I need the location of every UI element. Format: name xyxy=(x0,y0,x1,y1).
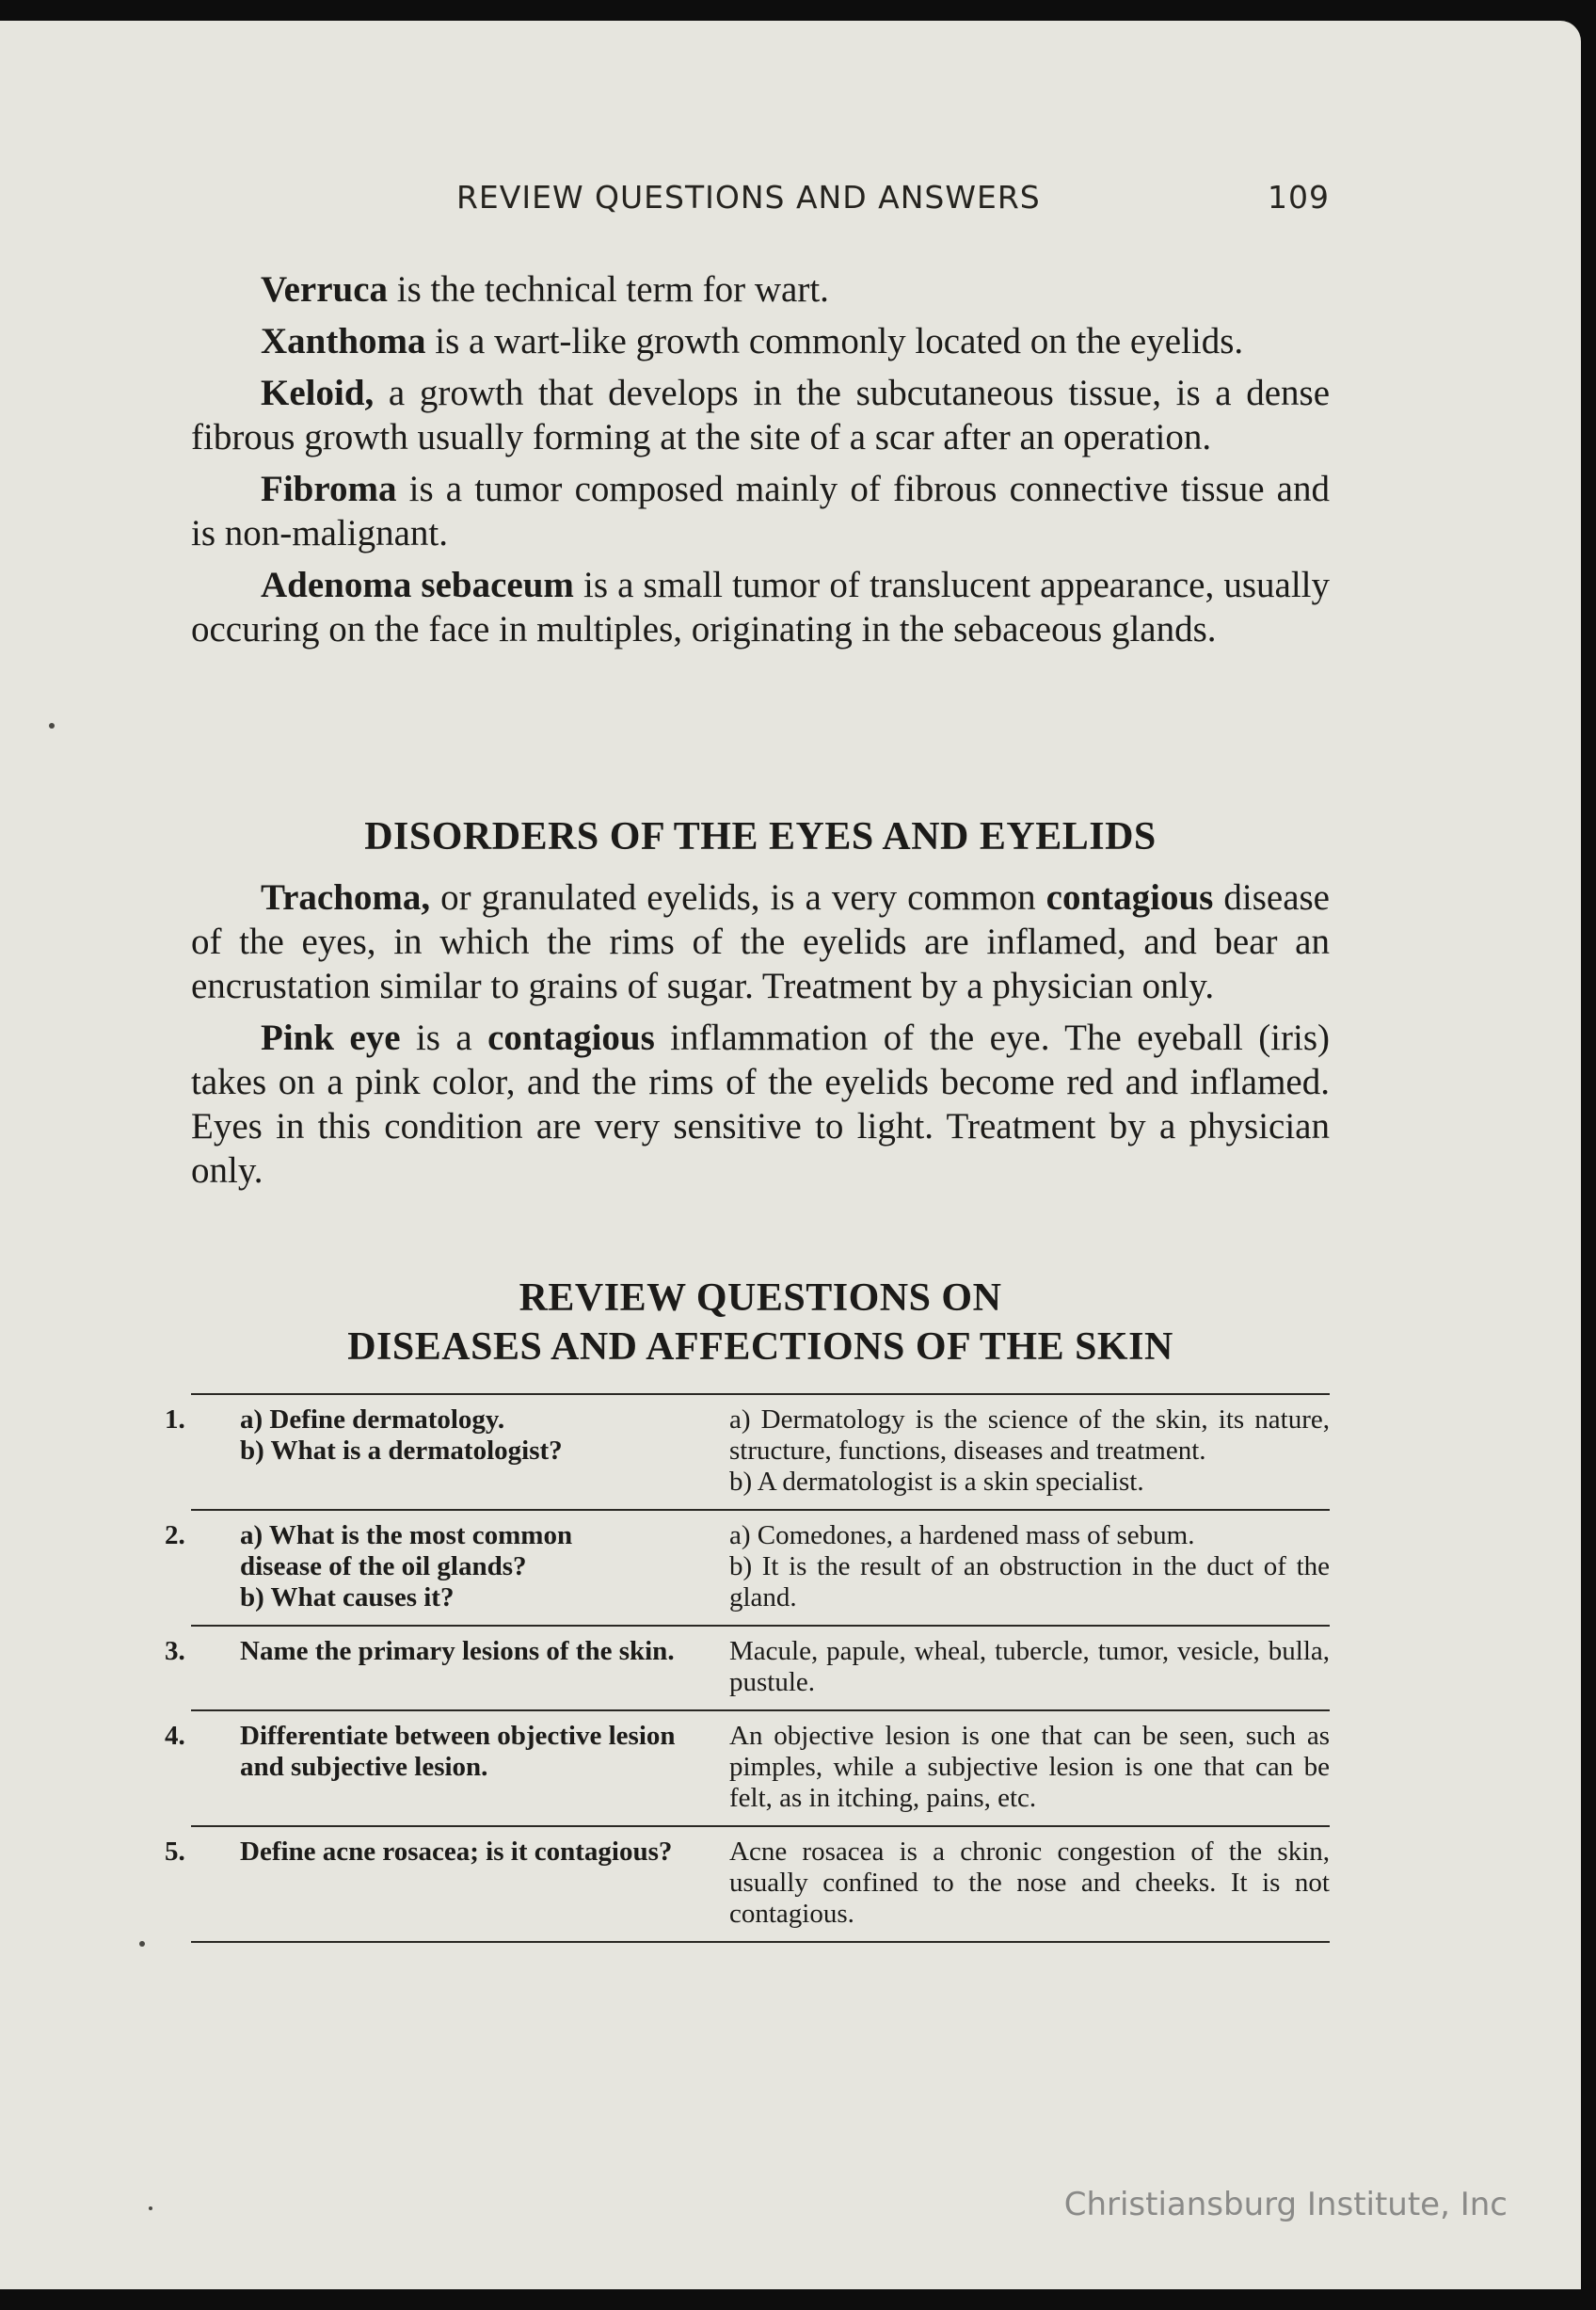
answer-cell xyxy=(729,1510,1330,1626)
term: Fibroma xyxy=(261,469,397,509)
question-text: a) What is the most common xyxy=(240,1520,573,1550)
definition-text: is a small tumor of translucent appearance, usually occuring on the face in multiples, originating in the sebaceous glands. xyxy=(191,565,1330,650)
question-text: Name the primary lesions of the skin. xyxy=(240,1636,675,1666)
definition-text: is the technical term for wart. xyxy=(388,269,829,310)
term: Keloid, xyxy=(261,373,375,413)
running-head xyxy=(191,179,1330,226)
table-row xyxy=(191,1626,1330,1710)
definition-text: is a tumor composed mainly of fibrous connective tissue and is non-malignant. xyxy=(191,469,1330,553)
question-cell xyxy=(165,1394,729,1510)
answer-text: b) It is the result of an obstruction in the duct of the gland. xyxy=(729,1551,1330,1612)
question-text: a) Define dermatology. xyxy=(240,1404,505,1435)
answer-text: a) Dermatology is the science of the skin, its nature, structure, functions, diseases and treatment. xyxy=(729,1404,1330,1466)
watermark: Christiansburg Institute, Inc xyxy=(1063,2186,1508,2223)
answer-cell xyxy=(729,1394,1330,1510)
table-row xyxy=(191,1826,1330,1942)
definition-verruca xyxy=(191,267,1330,312)
term: Verruca xyxy=(261,269,389,310)
paper-speck xyxy=(149,2206,152,2210)
question-text: disease of the oil glands? xyxy=(240,1551,527,1581)
definition-fibroma xyxy=(191,467,1330,555)
term: Adenoma sebaceum xyxy=(261,565,574,605)
table-row xyxy=(191,1394,1330,1510)
table-row xyxy=(191,1510,1330,1626)
review-heading-line1: REVIEW QUESTIONS ON xyxy=(519,1276,1002,1320)
bold-word: contagious xyxy=(487,1018,655,1058)
paragraph-text: or granulated eyelids, is a very common xyxy=(430,877,1046,918)
question-number: 3. xyxy=(165,1636,185,1666)
pink-eye-paragraph xyxy=(191,1016,1330,1193)
question-number: 5. xyxy=(165,1837,185,1867)
answer-text: b) A dermatologist is a skin specialist. xyxy=(729,1467,1144,1497)
question-cell xyxy=(165,1826,729,1942)
paper-speck xyxy=(49,723,55,729)
running-head-title: REVIEW QUESTIONS AND ANSWERS xyxy=(456,179,1041,216)
answer-text: a) Comedones, a hardened mass of sebum. xyxy=(729,1520,1195,1550)
question-number: 2. xyxy=(165,1520,185,1550)
answer-text: An objective lesion is one that can be seen, such as pimples, while a subjective lesion is one that can be felt, as in itching, pains, etc. xyxy=(729,1721,1330,1813)
table-row xyxy=(191,1710,1330,1826)
definition-xanthoma xyxy=(191,319,1330,363)
question-cell xyxy=(165,1710,729,1826)
section-heading: DISORDERS OF THE EYES AND EYELIDS xyxy=(364,815,1157,858)
page-number: 109 xyxy=(1268,179,1330,216)
question-cell xyxy=(165,1626,729,1710)
answer-cell xyxy=(729,1710,1330,1826)
definitions-block xyxy=(191,267,1330,659)
question-text: Define acne rosacea; is it contagious? xyxy=(240,1837,673,1867)
review-questions-table xyxy=(165,1393,1330,1943)
paragraph-text: inflammation of the eye. The eyeball (iris) takes on a pink color, and the rims of the eyelids become red and inflamed. Eyes in this condition are very sensitive to light. Treatment by a physician only. xyxy=(191,1018,1330,1191)
question-text: Differentiate between objective lesion and subjective lesion. xyxy=(240,1721,676,1782)
question-number: 1. xyxy=(165,1404,185,1435)
definition-adenoma xyxy=(191,563,1330,651)
review-heading xyxy=(191,1275,1330,1371)
term: Trachoma, xyxy=(261,877,431,918)
definition-text: a growth that develops in the subcutaneous tissue, is a dense fibrous growth usually forming at the site of a scar after an operation. xyxy=(191,373,1330,457)
answer-text: Macule, papule, wheal, tubercle, tumor, vesicle, bulla, pustule. xyxy=(729,1636,1330,1697)
paragraph-text: is a xyxy=(400,1018,488,1058)
answer-cell xyxy=(729,1626,1330,1710)
bold-word: contagious xyxy=(1045,877,1214,918)
answer-cell xyxy=(729,1826,1330,1942)
answer-text: Acne rosacea is a chronic congestion of the skin, usually confined to the nose and cheeks. It is not contagious. xyxy=(729,1837,1330,1929)
paper-speck xyxy=(139,1941,145,1947)
term: Xanthoma xyxy=(261,321,426,361)
paragraph-text: disease of the eyes, in which the rims of the eyelids are inflamed, and bear an encrustation similar to grains of sugar. Treatment by a physician only. xyxy=(191,877,1330,1006)
question-text: b) What is a dermatologist? xyxy=(240,1436,563,1466)
question-cell xyxy=(165,1510,729,1626)
term: Pink eye xyxy=(261,1018,401,1058)
book-page xyxy=(0,21,1581,2289)
question-text: b) What causes it? xyxy=(240,1582,455,1612)
eyes-section xyxy=(191,813,1330,1200)
review-heading-line2: DISEASES AND AFFECTIONS OF THE SKIN xyxy=(347,1325,1173,1369)
definition-keloid xyxy=(191,371,1330,459)
definition-text: is a wart-like growth commonly located on the eyelids. xyxy=(425,321,1244,361)
question-number: 4. xyxy=(165,1721,185,1751)
trachoma-paragraph xyxy=(191,875,1330,1008)
